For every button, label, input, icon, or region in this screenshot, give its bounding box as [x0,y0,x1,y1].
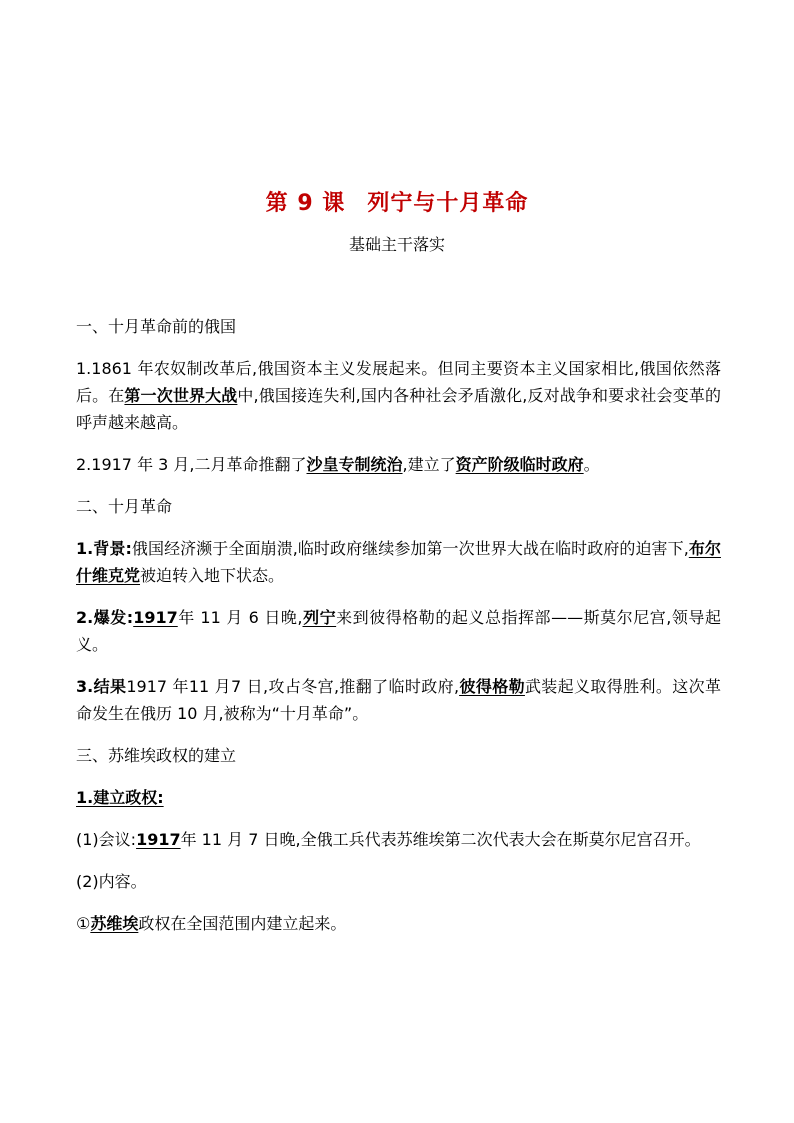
paragraph-2-3: 3.结果1917 年11 月7 日,攻占冬宫,推翻了临时政府,彼得格勒武装起义取得胜利。这次革命发生在俄历 10 月,被称为“十月革命”。 [76,677,721,723]
answer-blank: 彼得格勒 [459,677,525,696]
paragraph-3-2: (1)会议:1917年 11 月 7 日晚,全俄工兵代表苏维埃第二次代表大会在斯莫尔尼宫召开。 [76,830,701,849]
section-heading-1: 一、十月革命前的俄国 [76,317,237,336]
answer-blank: 1917 [133,608,178,627]
lesson-title [0,186,794,217]
answer-blank: 沙皇专制统治 [306,455,403,474]
document-body [76,313,721,952]
answer-blank: 苏维埃 [90,914,139,933]
paragraph-1-2: 2.1917 年 3 月,二月革命推翻了沙皇专制统治,建立了资产阶级临时政府。 [76,455,600,474]
answer-blank: 1917 [136,830,181,849]
lesson-number: 第 9 课 [265,191,346,216]
item-label: 2.爆发: [76,608,134,627]
answer-blank: 列宁 [302,608,337,627]
paragraph-3-4: ①苏维埃政权在全国范围内建立起来。 [76,914,347,933]
item-label: 1.背景: [76,539,132,558]
paragraph-2-1: 1.背景:俄国经济濒于全面崩溃,临时政府继续参加第一次世界大战在临时政府的迫害下,布尔什维克党被迫转入地下状态。 [76,539,721,585]
item-label: 3.结果 [76,677,127,696]
section-heading-2: 二、十月革命 [76,497,173,516]
answer-blank: 布尔什维克党 [76,539,721,585]
section-subtitle: 基础主干落实 [348,235,445,254]
paragraph-3-3: (2)内容。 [76,872,147,891]
paragraph-1-1: 1.1861 年农奴制改革后,俄国资本主义发展起来。但同主要资本主义国家相比,俄国依然落后。在第一次世界大战中,俄国接连失利,国内各种社会矛盾激化,反对战争和要求社会变革的呼声越来越高。 [76,359,721,432]
paragraph-3-1 [76,784,721,811]
section-heading-3: 三、苏维埃政权的建立 [76,746,237,765]
answer-blank: 第一次世界大战 [124,386,238,405]
item-label: 1.建立政权: [76,788,164,807]
lesson-name: 列宁与十月革命 [367,191,529,216]
answer-blank: 资产阶级临时政府 [455,455,584,474]
paragraph-2-2: 2.爆发:1917年 11 月 6 日晚,列宁来到彼得格勒的起义总指挥部——斯莫尔尼宫,领导起义。 [76,608,721,654]
